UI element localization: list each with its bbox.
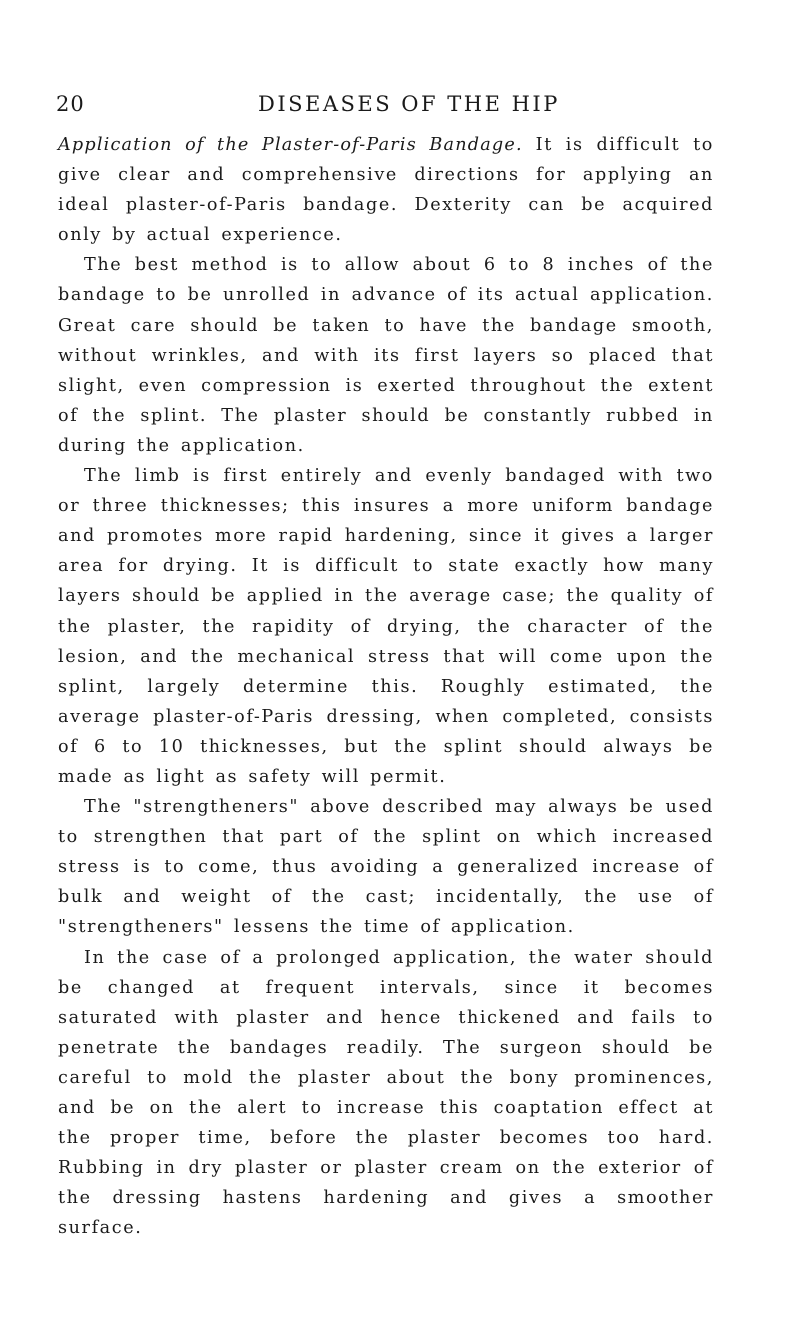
paragraph-2: The best method is to allow about 6 to 8 inches of the bandage to be unrolled in advance of its actual application. Great care should be taken to have the bandage smooth, without wrinkles, and with its first layers so placed that slight, even compression is exerted throughout the extent of the splint. The plaster should be constantly rubbed in during the application. [58,255,714,456]
book-title: DISEASES OF THE HIP [258,92,560,116]
paragraph-3: The limb is first entirely and evenly bandaged with two or three thicknesses; this insures a more uniform bandage and promotes more rapid hardening, since it gives a larger area for drying. It is difficult to state exactly how many layers should be applied in the average case; the quality of the plaster, the rapidity of drying, the character of the lesion, and the mechanical stress that will come upon the splint, largely determine this. Roughly estimated, the average plaster-of-Paris dressing, when completed, consists of 6 to 10 thicknesses, but the splint should always be made as light as safety will permit. [58,466,714,787]
paragraph-5: In the case of a prolonged application, the water should be changed at frequent intervals, since it becomes saturated with plaster and hence thickened and fails to penetrate the bandages readily. The surgeon should be careful to mold the plaster about the bony prominences, and be on the alert to increase this coaptation effect at the proper time, before the plaster becomes too hard. Rubbing in dry plaster or plaster cream on the exterior of the dressing hastens hardening and gives a smoother surface. [58,947,714,1239]
page-number: 20 [56,92,85,116]
paragraph-4: The "strengtheners" above described may always be used to strengthen that part of the splint on which increased stress is to come, thus avoiding a generalized increase of bulk and weight of the cast; incidentally, the use of "strengtheners" lessens the time of application. [58,797,714,938]
paragraph-1-text: It is difficult to give clear and comprehensive directions for applying an ideal plaster-of-Paris bandage. Dexterity can be acquired only by actual experience. [58,135,714,246]
running-head [56,92,676,122]
body-text [58,130,714,1243]
section-heading: Application of the Plaster-of-Paris Bandage. [58,135,523,155]
paragraph-1 [58,130,714,250]
